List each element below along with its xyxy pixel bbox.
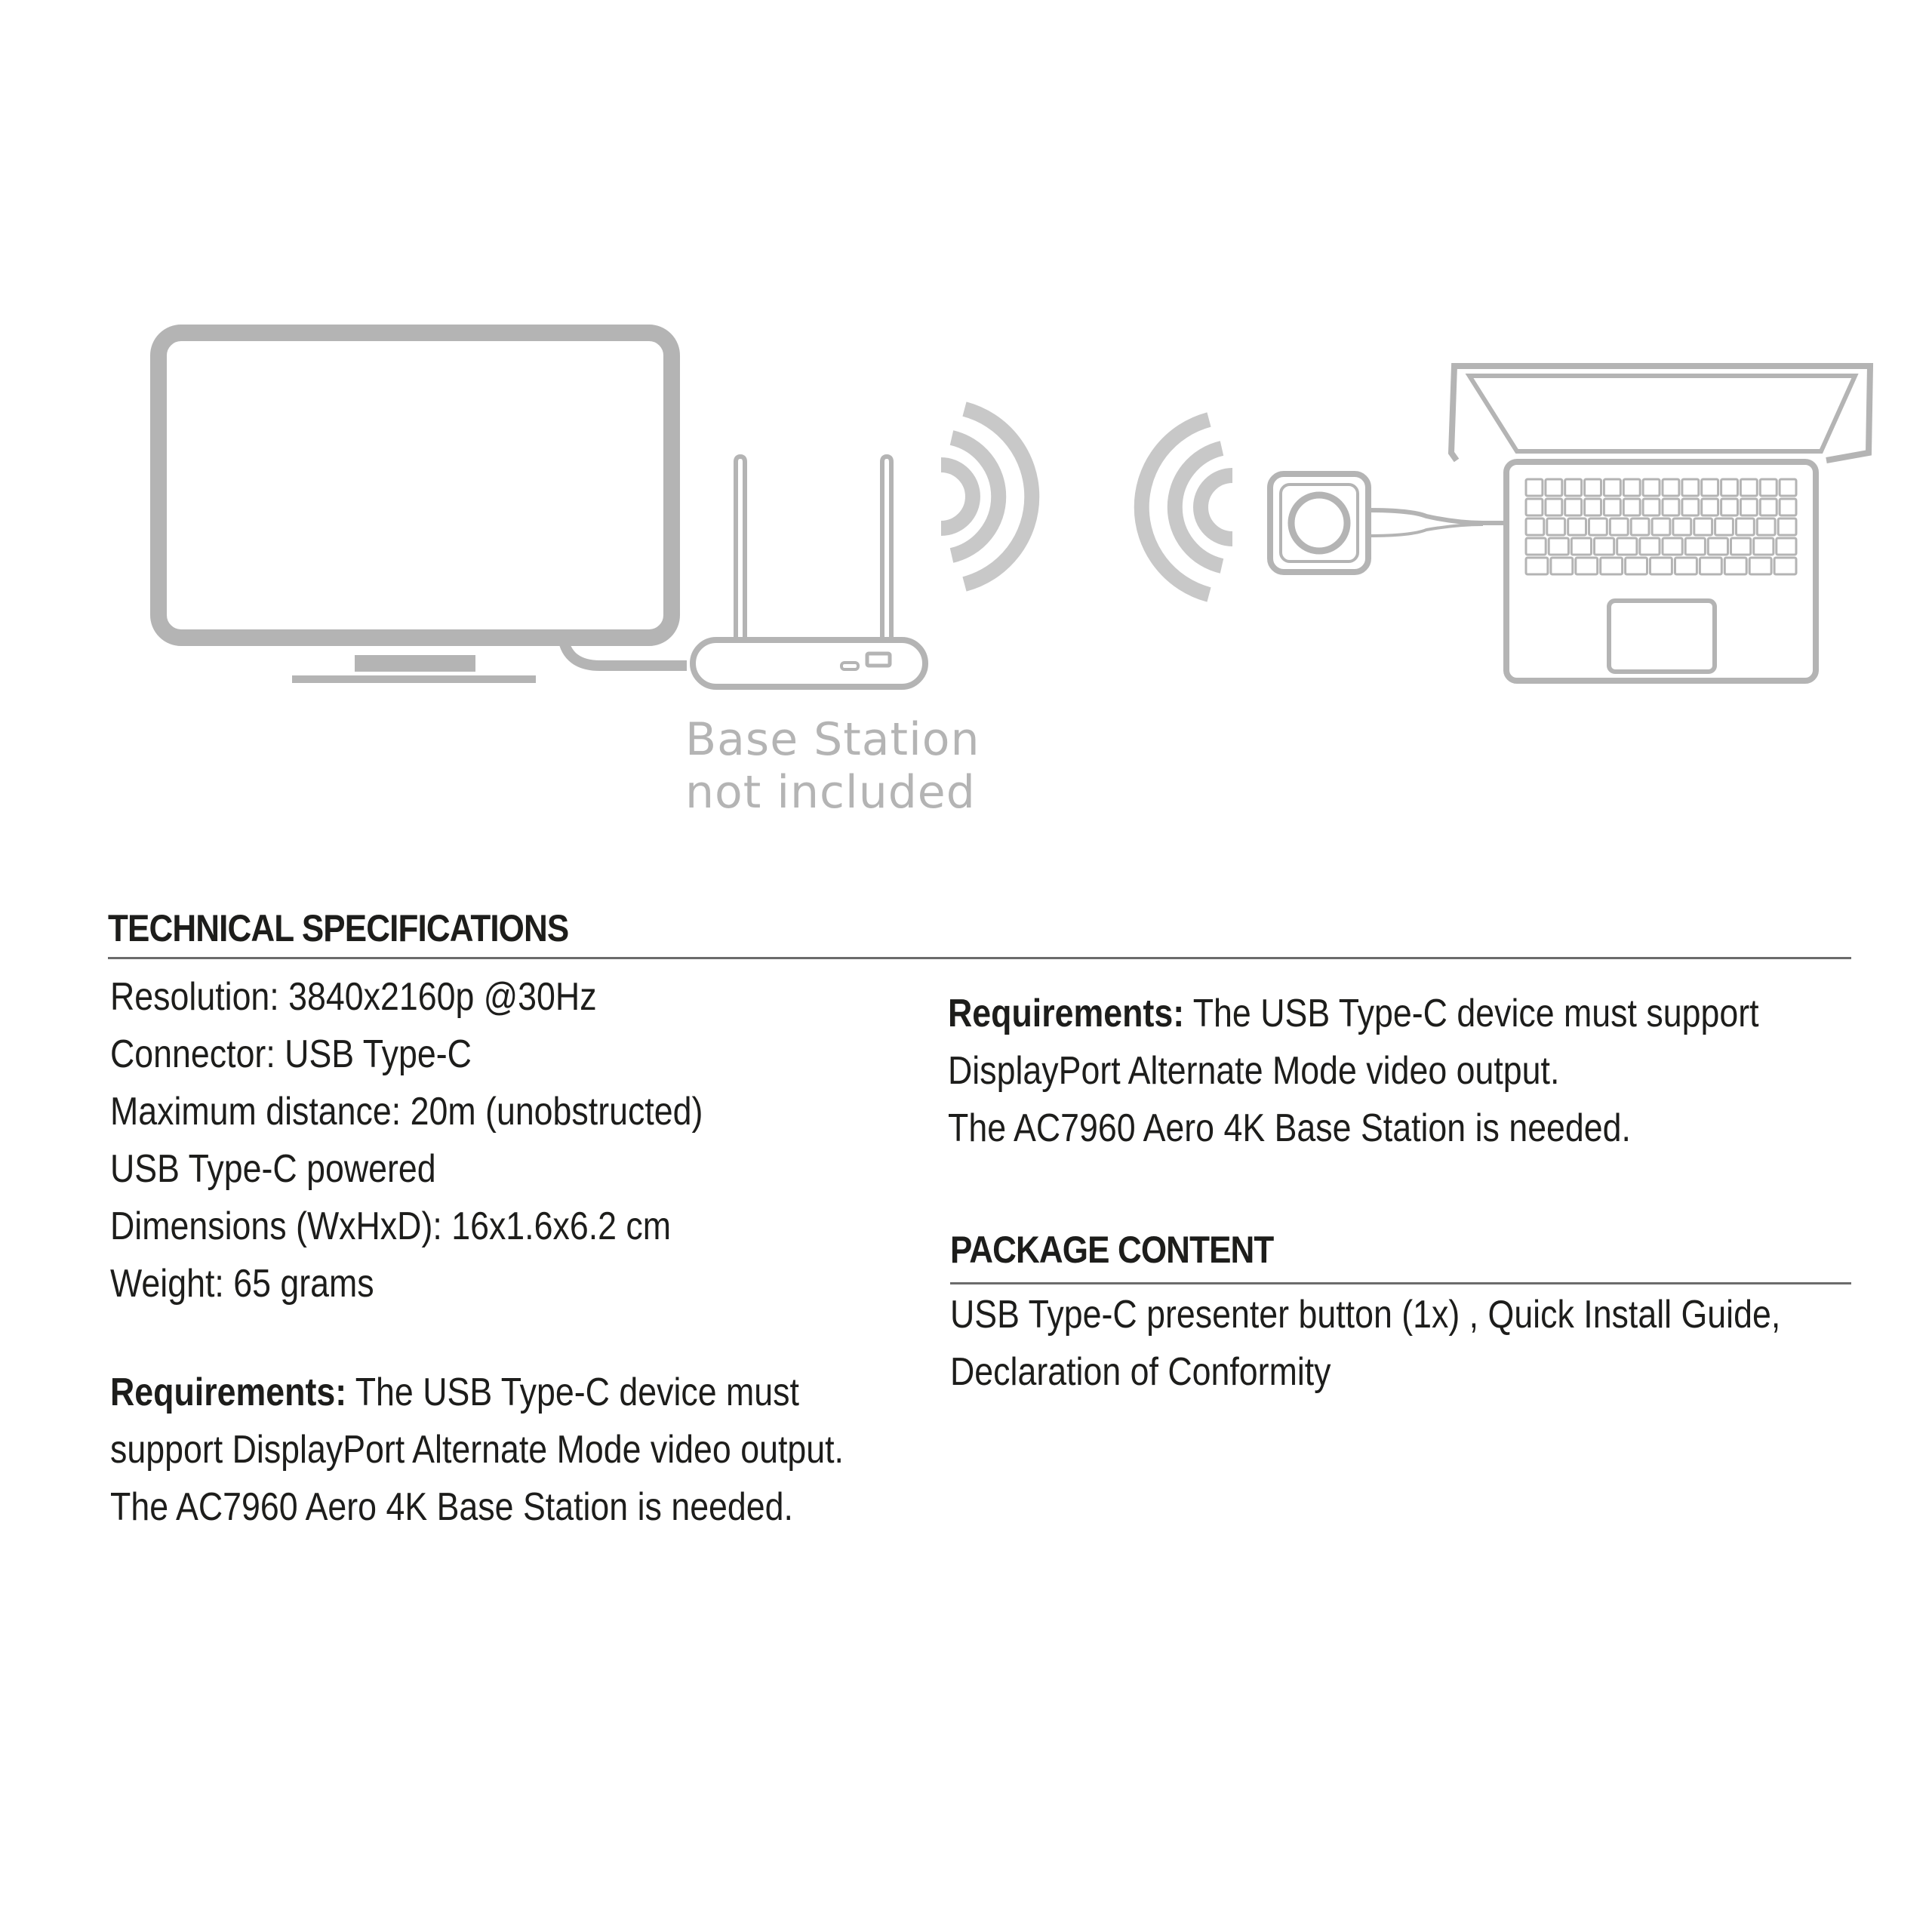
keyboard-key [1663,499,1679,515]
package-line-2: Declaration of Conformity [950,1350,1331,1394]
keyboard-key [1551,558,1573,574]
keyboard-key [1740,499,1757,515]
requirements-right [948,985,1759,1157]
keyboard-key [1675,558,1697,574]
keyboard-key [1585,479,1601,496]
keyboard-key [1626,558,1647,574]
requirements-left-line-3: The AC7960 Aero 4K Base Station is needed. [110,1485,793,1529]
requirements-left-line-1: The USB Type-C device must [346,1371,799,1414]
keyboard-key [1778,518,1796,535]
keyboard-key [1682,479,1699,496]
keyboard-key [1546,479,1562,496]
requirements-left-label: Requirements: [110,1371,347,1414]
specs-list [110,968,703,1312]
keyboard-key [1526,479,1543,496]
keyboard-key [1777,538,1796,555]
keyboard-key [1568,518,1586,535]
keyboard-key [1571,538,1591,555]
keyboard-key [1526,499,1543,515]
monitor-icon [158,333,687,683]
keyboard-key [1547,518,1565,535]
keyboard-key [1694,518,1712,535]
keyboard-key [1549,538,1568,555]
package-content-text [950,1286,1780,1401]
keyboard-key [1673,518,1691,535]
keyboard-key [1780,479,1796,496]
keyboard-key [1652,518,1670,535]
keyboard-key [1651,558,1672,574]
keyboard-key [1737,518,1755,535]
presenter-button-icon [1270,474,1509,572]
keyboard-key [1721,479,1738,496]
keyboard-key [1526,558,1548,574]
requirements-left [110,1364,844,1536]
keyboard-key [1715,518,1734,535]
keyboard-key [1724,558,1746,574]
keyboard-key [1721,499,1738,515]
spec-weight: Weight: 65 grams [110,1262,374,1306]
keyboard-key [1643,499,1660,515]
keyboard-key [1685,538,1705,555]
keyboard-key [1760,479,1777,496]
spec-connector: Connector: USB Type-C [110,1032,472,1076]
package-divider [950,1282,1851,1284]
technical-specifications-title: TECHNICAL SPECIFICATIONS [108,907,569,949]
spec-power: USB Type-C powered [110,1147,436,1191]
specs-divider [108,957,1851,959]
keyboard-key [1546,499,1562,515]
package-content-title: PACKAGE CONTENT [950,1229,1274,1271]
keyboard-key [1617,538,1637,555]
keyboard-key [1526,518,1544,535]
laptop-icon [1451,366,1870,681]
keyboard-key [1604,499,1620,515]
keyboard-key [1585,499,1601,515]
keyboard-key [1610,518,1628,535]
keyboard-key [1526,538,1546,555]
keyboard-key [1565,479,1582,496]
keyboard-key [1663,479,1679,496]
keyboard-key [1589,518,1607,535]
keyboard-key [1623,499,1640,515]
keyboard-key [1780,499,1796,515]
keyboard-key [1731,538,1751,555]
wifi-waves-left-icon [1142,420,1232,595]
keyboard [1526,479,1796,574]
spec-resolution: Resolution: 3840x2160p @30Hz [110,975,597,1019]
caption-line-2: not included [685,766,976,819]
keyboard-key [1643,479,1660,496]
keyboard-key [1708,538,1727,555]
keyboard-key [1595,538,1614,555]
requirements-right-line-3: The AC7960 Aero 4K Base Station is needed. [948,1106,1631,1150]
keyboard-key [1663,538,1682,555]
spec-max-distance: Maximum distance: 20m (unobstructed) [110,1090,703,1134]
requirements-left-line-2: support DisplayPort Alternate Mode video output. [110,1428,844,1472]
keyboard-key [1757,518,1775,535]
spec-dimensions: Dimensions (WxHxD): 16x1.6x6.2 cm [110,1204,672,1248]
keyboard-key [1640,538,1660,555]
keyboard-key [1682,499,1699,515]
requirements-right-line-1: The USB Type-C device must support [1184,992,1759,1035]
keyboard-key [1601,558,1623,574]
keyboard-key [1760,499,1777,515]
keyboard-key [1702,499,1718,515]
keyboard-key [1740,479,1757,496]
wifi-waves-right-icon [941,409,1032,584]
keyboard-key [1700,558,1721,574]
keyboard-key [1576,558,1598,574]
requirements-right-line-2: DisplayPort Alternate Mode video output. [948,1049,1560,1093]
caption-line-1: Base Station [685,713,980,766]
keyboard-key [1774,558,1796,574]
keyboard-key [1631,518,1649,535]
keyboard-key [1565,499,1582,515]
package-line-1: USB Type-C presenter button (1x) , Quick Install Guide, [950,1293,1781,1337]
keyboard-key [1749,558,1771,574]
base-station-caption [685,713,980,819]
keyboard-key [1754,538,1774,555]
keyboard-key [1702,479,1718,496]
router-icon [693,457,925,687]
keyboard-key [1623,479,1640,496]
keyboard-key [1604,479,1620,496]
requirements-right-label: Requirements: [948,992,1185,1035]
